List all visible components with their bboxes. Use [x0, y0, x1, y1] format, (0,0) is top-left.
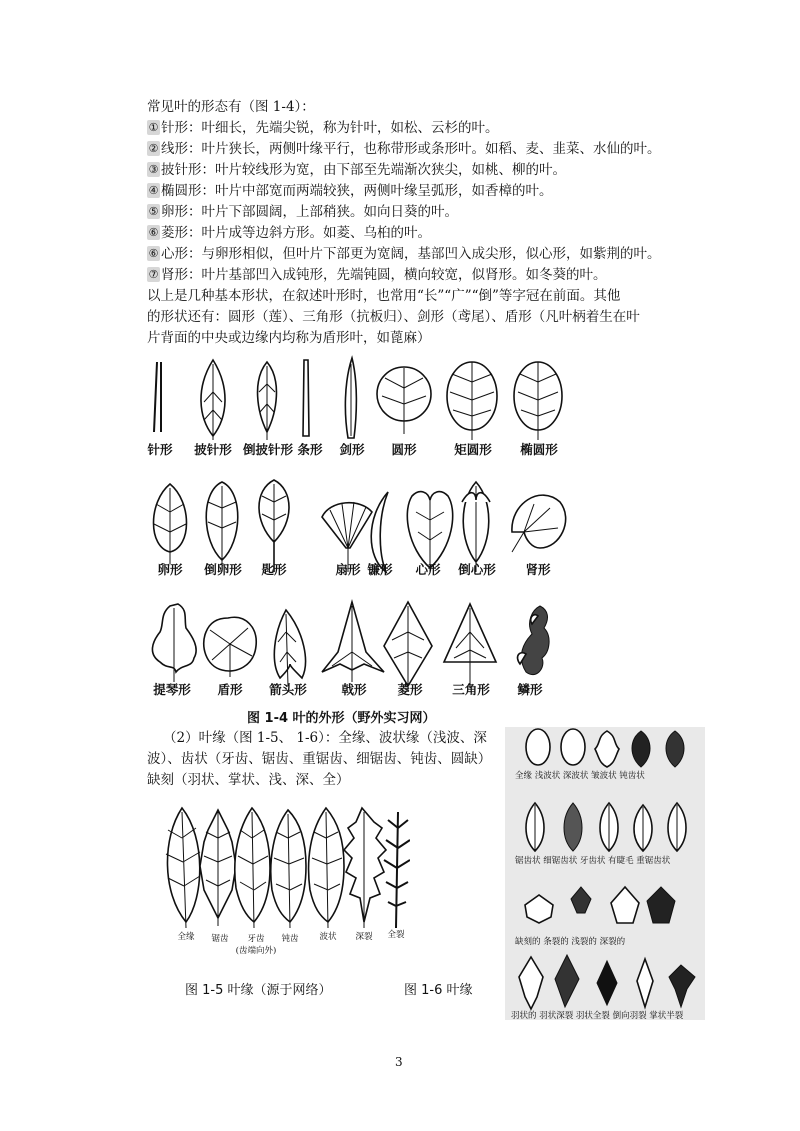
list-num: ① [148, 121, 159, 134]
reniform-leaf-icon [512, 495, 566, 552]
hastate-leaf-icon [322, 602, 384, 682]
shape-label: 矩圆形 [454, 442, 492, 457]
figure-1-6 [505, 727, 705, 1020]
runcinate-icon [637, 959, 653, 1007]
serrate-leaf-icon [200, 810, 236, 926]
pinnatipartite-icon [555, 955, 579, 1007]
list-item [147, 265, 607, 285]
crenate-leaf-icon [271, 810, 306, 928]
undulate-leaf-icon [309, 808, 344, 928]
shape-label: 菱形 [397, 682, 423, 697]
shape-label: 针形 [147, 442, 173, 457]
margin-label: 锯齿 [211, 934, 229, 944]
serrulate-icon [564, 803, 582, 851]
shape-label: 椭圆形 [520, 442, 558, 457]
sword-leaf-icon [345, 358, 356, 438]
shallow-wave-icon [561, 729, 585, 765]
laciniate-icon [571, 887, 591, 913]
list-item [147, 139, 661, 159]
margin-label: 波状 [319, 932, 337, 942]
figure-1-6-caption: 图 1-6 叶缘 [404, 983, 473, 998]
list-num: ③ [148, 163, 159, 176]
list-num: ⑤ [148, 205, 159, 218]
dentate-icon [600, 803, 618, 851]
divided-leaf-icon [384, 812, 410, 928]
figure-1-5-caption: 图 1-5 叶缘（源于网络） [185, 983, 332, 998]
ciliate-icon [634, 805, 652, 851]
spatulate-leaf-icon [259, 480, 289, 572]
crenate-icon [666, 731, 684, 767]
dentate-leaf-icon [235, 808, 270, 928]
shape-label: 披针形 [194, 442, 232, 457]
peltate-leaf-icon [204, 617, 256, 677]
list-text: 肾形：叶片基部凹入成钝形，先端钝圆，横向较宽，似肾形。如冬葵的叶。 [161, 267, 607, 283]
list-text: 线形：叶片狭长，两侧叶缘平行，也称带形或条形叶。如稻、麦、韭菜、水仙的叶。 [161, 141, 661, 157]
margin-sub-label: (齿端向外) [235, 946, 277, 956]
oblong-leaf-icon [447, 362, 497, 440]
list-num: ② [148, 142, 159, 155]
intro-line: 常见叶的形态有（图 1-4）： [147, 99, 315, 115]
margin-type-row: 羽状的 羽状深裂 羽状全裂 倒向羽裂 掌状半裂 [511, 1011, 684, 1021]
para-line: 缺刻（羽状、掌状、浅、深、全） [147, 772, 350, 788]
page-number: 3 [395, 1055, 403, 1069]
shape-label: 三角形 [452, 682, 490, 697]
rhombic-leaf-icon [384, 602, 432, 692]
para-line: 以上是几种基本形状，在叙述叶形时，也常用“长”“广”“倒”等字冠在前面。其他 [147, 288, 621, 304]
list-item [147, 181, 553, 201]
palmately-lobed-icon [669, 965, 695, 1007]
list-num: ④ [148, 184, 159, 197]
shape-label: 肾形 [525, 562, 551, 577]
round-leaf-icon [377, 367, 431, 434]
shape-label: 箭头形 [269, 682, 307, 697]
elliptic-leaf-icon [514, 362, 562, 440]
list-text: 披针形：叶片较线形为宽，由下部至先端渐次狭尖，如桃、柳的叶。 [161, 162, 566, 178]
margin-type-row: 全缘 浅波状 深波状 皱波状 钝齿状 [515, 771, 645, 781]
shape-label: 镰形 [367, 562, 393, 577]
lanceolate-leaf-icon [201, 360, 225, 440]
scale-leaf-icon [518, 606, 550, 675]
entire-margin-leaf-icon [166, 808, 200, 928]
shape-label: 匙形 [261, 562, 287, 577]
pinnate-icon [519, 957, 543, 1009]
list-num: ⑥ [148, 226, 159, 239]
margin-label: 牙齿 [247, 934, 265, 944]
list-text: 菱形：叶片成等边斜方形。如菱、乌桕的叶。 [161, 225, 431, 241]
shape-label: 戟形 [341, 682, 367, 697]
shape-label: 盾形 [217, 682, 243, 697]
leaf-shape-drawings [140, 352, 570, 697]
shape-label: 心形 [415, 562, 441, 577]
margin-label: 全裂 [387, 930, 405, 940]
margin-type-row: 缺刻的 条裂的 浅裂的 深裂的 [515, 937, 626, 947]
deep-wave-icon [595, 731, 619, 767]
figure-1-4-caption: 图 1-4 叶的外形（野外实习网） [247, 711, 436, 726]
shape-label: 倒披针形 [242, 442, 293, 457]
pinnatisect-icon [597, 961, 617, 1005]
linear-leaf-icon [303, 360, 309, 436]
obcordate-leaf-icon [462, 482, 490, 572]
oblanceolate-leaf-icon [258, 362, 277, 440]
shape-label: 倒卵形 [204, 562, 242, 577]
list-text: 卵形：叶片下部圆阔，上部稍狭。如向日葵的叶。 [161, 204, 458, 220]
shape-label: 鳞形 [517, 682, 543, 697]
para-line: （2）叶缘（图 1-5、 1-6）：全缘、波状缘（浅波、深 [163, 730, 487, 746]
list-item [147, 118, 499, 138]
cleft-icon [647, 887, 675, 923]
shape-label: 扇形 [335, 562, 361, 577]
list-text: 针形：叶细长，先端尖锐，称为针叶，如松、云杉的叶。 [161, 120, 499, 136]
shape-label: 提琴形 [153, 682, 191, 697]
list-item [147, 160, 566, 180]
sagittate-leaf-icon [274, 610, 305, 686]
list-num: ⑦ [148, 268, 159, 281]
ovate-leaf-icon [154, 484, 187, 564]
incised-icon [525, 895, 553, 923]
entire-icon [526, 729, 550, 765]
crisped-icon [632, 731, 650, 767]
margin-label: 钝齿 [281, 934, 299, 944]
para-line: 片背面的中央或边缘内均称为盾形叶，如蓖麻） [147, 330, 431, 346]
shape-label: 条形 [297, 442, 323, 457]
serrate-icon [526, 803, 544, 851]
parted-leaf-icon [344, 808, 386, 928]
shape-label: 卵形 [157, 562, 183, 577]
obovate-leaf-icon [206, 482, 238, 566]
double-serrate-icon [668, 803, 686, 851]
list-item [147, 223, 431, 243]
list-num: ⑥ [148, 247, 159, 260]
figure-1-5 [160, 798, 410, 958]
shape-label: 剑形 [339, 442, 365, 457]
list-text: 椭圆形：叶片中部宽而两端较狭，两侧叶缘呈弧形，如香樟的叶。 [161, 183, 553, 199]
shape-label: 圆形 [391, 442, 417, 457]
needle-leaf-icon [154, 362, 161, 432]
margin-label: 全缘 [177, 932, 195, 942]
para-line: 波）、齿状（牙齿、锯齿、重锯齿、细锯齿、钝齿、圆缺） [147, 751, 492, 767]
pandurate-leaf-icon [152, 604, 196, 682]
list-text: 心形：与卵形相似，但叶片下部更为宽阔，基部凹入成尖形，似心形，如紫荆的叶。 [161, 246, 661, 262]
list-item [147, 244, 661, 264]
list-item [147, 202, 458, 222]
triangular-leaf-icon [444, 604, 496, 688]
para-line: 的形状还有：圆形（莲）、三角形（抗板归）、剑形（鸢尾）、盾形（凡叶柄着生在叶 [147, 309, 640, 325]
lobed-icon [611, 887, 639, 923]
shape-label: 倒心形 [458, 562, 496, 577]
margin-type-row: 锯齿状 细锯齿状 牙齿状 有睫毛 重锯齿状 [515, 856, 671, 866]
margin-label: 深裂 [355, 932, 373, 942]
figure-1-4 [140, 352, 570, 697]
